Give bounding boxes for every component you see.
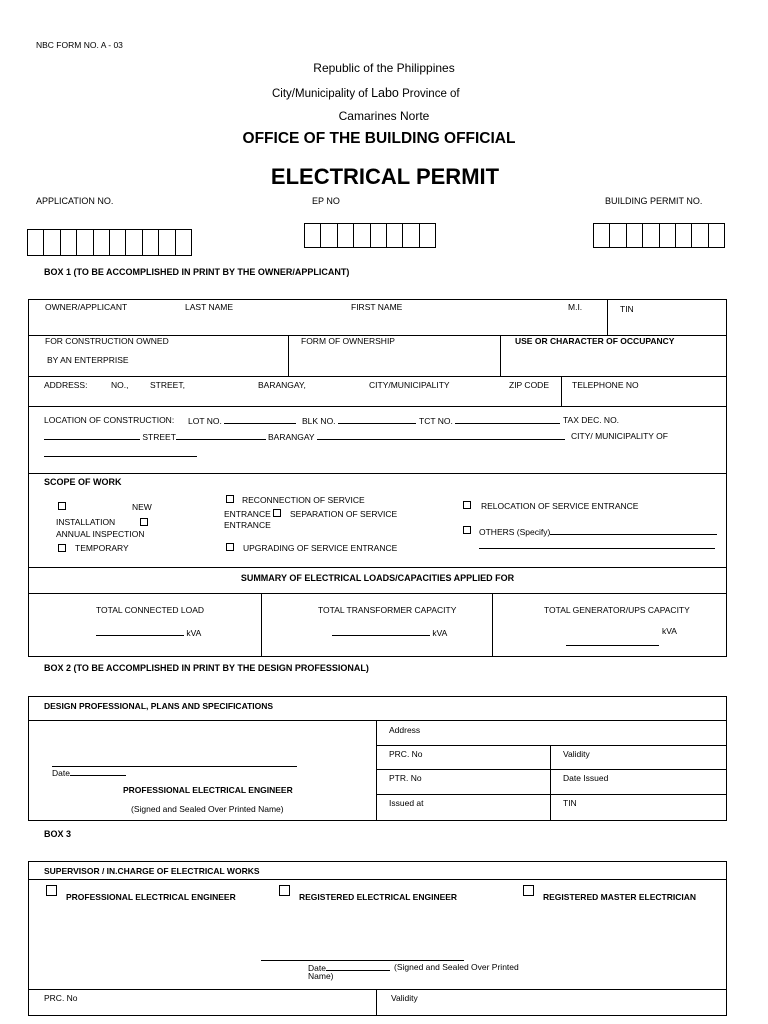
design-tin-label: TIN xyxy=(563,798,577,808)
total-connected-load-label: TOTAL CONNECTED LOAD xyxy=(96,605,204,615)
new-installation-checkbox[interactable] xyxy=(58,502,66,510)
installation-label: INSTALLATION xyxy=(56,517,116,527)
box1-frame xyxy=(28,299,727,657)
city-value: Labo xyxy=(371,86,399,100)
reconnection-entrance-label: ENTRANCE xyxy=(224,509,271,519)
application-no-input[interactable] xyxy=(27,229,192,256)
address-label: ADDRESS: xyxy=(44,380,88,390)
supervisor-signature-line[interactable] xyxy=(261,960,464,961)
box2-frame xyxy=(28,696,727,821)
application-no-label: APPLICATION NO. xyxy=(36,196,114,206)
total-transformer-capacity-label: TOTAL TRANSFORMER CAPACITY xyxy=(318,605,457,615)
building-permit-no-label: BUILDING PERMIT NO. xyxy=(605,196,703,206)
street-label: STREET xyxy=(142,432,176,442)
city-line xyxy=(272,86,460,100)
registered-electrical-engineer-label: REGISTERED ELECTRICAL ENGINEER xyxy=(299,892,458,902)
location-street-field[interactable] xyxy=(44,431,266,442)
owner-applicant-label: OWNER/APPLICANT xyxy=(45,302,128,312)
barangay-label: BARANGAY xyxy=(268,432,315,442)
building-permit-no-input[interactable] xyxy=(593,223,725,248)
office-title: OFFICE OF THE BUILDING OFFICIAL xyxy=(242,130,516,147)
generator-capacity-unit: kVA xyxy=(662,626,677,636)
lot-no-label: LOT NO. xyxy=(188,416,222,426)
design-date-issued-label: Date Issued xyxy=(563,773,609,783)
address-no-label: NO., xyxy=(111,380,129,390)
separation-checkbox[interactable] xyxy=(273,509,281,517)
form-number: NBC FORM NO. A - 03 xyxy=(36,40,123,50)
box1-heading: BOX 1 (TO BE ACCOMPLISHED IN PRINT BY THE OWNER/APPLICANT) xyxy=(44,267,350,277)
blk-no-label: BLK NO. xyxy=(302,416,336,426)
box2-heading: BOX 2 (TO BE ACCOMPLISHED IN PRINT BY THE DESIGN PROFESSIONAL) xyxy=(44,663,369,673)
supervisor-signed-note: (Signed and Sealed Over Printed xyxy=(394,962,519,972)
blk-no-field[interactable] xyxy=(302,415,416,426)
professional-electrical-engineer-checkbox[interactable] xyxy=(46,885,57,896)
design-professional-heading: DESIGN PROFESSIONAL, PLANS AND SPECIFICATIONS xyxy=(44,701,274,711)
tct-no-field[interactable] xyxy=(419,415,560,426)
others-field[interactable] xyxy=(479,526,717,537)
new-label: NEW xyxy=(132,502,152,512)
location-of-construction-label: LOCATION OF CONSTRUCTION: xyxy=(44,415,175,425)
reconnection-checkbox[interactable] xyxy=(226,495,234,503)
province-name: Camarines Norte xyxy=(338,109,430,123)
republic-line: Republic of the Philippines xyxy=(313,61,455,75)
location-barangay-field[interactable] xyxy=(268,431,565,442)
separation-label: SEPARATION OF SERVICE xyxy=(290,509,398,519)
first-name-label: FIRST NAME xyxy=(351,302,403,312)
supervisor-date-label: Date xyxy=(308,963,326,973)
design-signed-note: (Signed and Sealed Over Printed Name) xyxy=(131,804,284,814)
design-validity-label: Validity xyxy=(563,749,590,759)
ep-no-input[interactable] xyxy=(304,223,436,248)
annual-inspection-checkbox[interactable] xyxy=(140,518,148,526)
others-label: OTHERS (Specify) xyxy=(479,527,551,537)
total-generator-capacity-label: TOTAL GENERATOR/UPS CAPACITY xyxy=(544,605,690,615)
summary-heading: SUMMARY OF ELECTRICAL LOADS/CAPACITIES APPLIED FOR xyxy=(240,573,515,583)
registered-master-electrician-label: REGISTERED MASTER ELECTRICIAN xyxy=(543,892,697,902)
temporary-label: TEMPORARY xyxy=(75,543,129,553)
design-date-label: Date xyxy=(52,768,70,778)
address-city-label: CITY/MUNICIPALITY xyxy=(369,380,450,390)
city-municipality-of-label: CITY/ MUNICIPALITY OF xyxy=(571,431,668,441)
design-engineer-title: PROFESSIONAL ELECTRICAL ENGINEER xyxy=(123,785,293,795)
others-blank-2[interactable] xyxy=(479,548,715,549)
supervisor-prc-label: PRC. No xyxy=(44,993,78,1003)
others-checkbox[interactable] xyxy=(463,526,471,534)
generator-capacity-blank[interactable] xyxy=(566,645,659,646)
tax-dec-no-label: TAX DEC. NO. xyxy=(563,415,620,425)
address-barangay-label: BARANGAY, xyxy=(258,380,306,390)
tct-no-label: TCT NO. xyxy=(419,416,453,426)
connected-load-unit: kVA xyxy=(186,628,202,638)
box3-heading: BOX 3 xyxy=(44,829,72,839)
page-title: ELECTRICAL PERMIT xyxy=(270,164,500,189)
by-enterprise-label: BY AN ENTERPRISE xyxy=(47,355,129,365)
design-prc-label: PRC. No xyxy=(389,749,423,759)
temporary-checkbox[interactable] xyxy=(58,544,66,552)
connected-load-field[interactable] xyxy=(96,627,201,638)
location-city-blank[interactable] xyxy=(44,456,197,457)
scope-of-work-heading: SCOPE OF WORK xyxy=(44,477,122,487)
registered-master-electrician-checkbox[interactable] xyxy=(523,885,534,896)
lot-no-field[interactable] xyxy=(188,415,296,426)
form-of-ownership-label: FORM OF OWNERSHIP xyxy=(301,336,395,346)
professional-electrical-engineer-label: PROFESSIONAL ELECTRICAL ENGINEER xyxy=(66,892,236,902)
upgrading-checkbox[interactable] xyxy=(226,543,234,551)
address-street-label: STREET, xyxy=(150,380,185,390)
relocation-label: RELOCATION OF SERVICE ENTRANCE xyxy=(481,501,639,511)
construction-owned-label: FOR CONSTRUCTION OWNED xyxy=(45,336,169,346)
design-date-field[interactable] xyxy=(52,767,126,778)
last-name-label: LAST NAME xyxy=(185,302,234,312)
design-issued-at-label: Issued at xyxy=(389,798,424,808)
supervisor-validity-label: Validity xyxy=(391,993,418,1003)
telephone-label: TELEPHONE NO xyxy=(572,380,639,390)
tin-label: TIN xyxy=(620,304,634,314)
annual-inspection-label: ANNUAL INSPECTION xyxy=(56,529,145,539)
upgrading-label: UPGRADING OF SERVICE ENTRANCE xyxy=(243,543,398,553)
city-label: City/Municipality of xyxy=(272,88,368,100)
transformer-capacity-field[interactable] xyxy=(332,627,447,638)
middle-initial-label: M.I. xyxy=(568,302,583,312)
separation-entrance-label: ENTRANCE xyxy=(224,520,271,530)
reconnection-label: RECONNECTION OF SERVICE xyxy=(242,495,365,505)
use-occupancy-label: USE OR CHARACTER OF OCCUPANCY xyxy=(515,336,675,346)
relocation-checkbox[interactable] xyxy=(463,501,471,509)
supervisor-name-note: Name) xyxy=(308,971,334,981)
design-address-label: Address xyxy=(389,725,421,735)
ep-no-label: EP NO xyxy=(312,196,340,206)
transformer-capacity-unit: kVA xyxy=(432,628,448,638)
supervisor-heading: SUPERVISOR / IN.CHARGE OF ELECTRICAL WORKS xyxy=(44,866,260,876)
design-ptr-label: PTR. No xyxy=(389,773,422,783)
box3-frame xyxy=(28,861,727,1016)
province-label: Province of xyxy=(402,88,460,100)
zip-code-label: ZIP CODE xyxy=(509,380,549,390)
registered-electrical-engineer-checkbox[interactable] xyxy=(279,885,290,896)
